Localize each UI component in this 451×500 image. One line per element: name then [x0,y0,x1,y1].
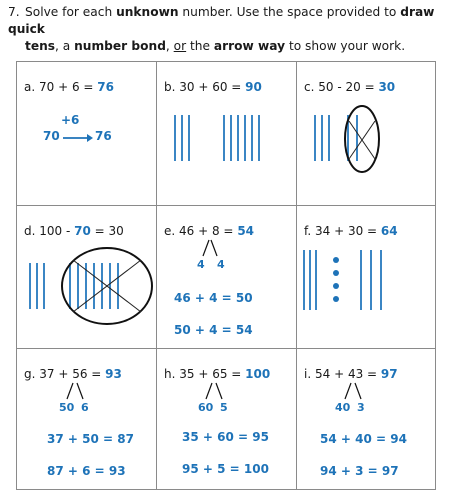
problem-equation [304,224,398,238]
problem-cell-e [157,206,296,348]
instruction-bold: draw quick [8,5,435,36]
number-bond-lines [199,239,223,257]
instruction-text: , a [55,39,75,53]
equation-text: 37 + 56 = [39,367,106,381]
bond-part: 5 [220,401,228,414]
answer: 93 [105,367,122,381]
answer: 70 [74,224,91,238]
equation-text: = 30 [90,224,124,238]
quick-ten [188,115,190,161]
quick-ten [314,115,316,161]
quick-ten [230,115,232,161]
instruction-bold: unknown [116,5,179,19]
bond-part: 4 [197,258,205,271]
quick-ten [36,263,38,309]
problem-label: i. [304,367,312,381]
bond-part: 4 [217,258,225,271]
problem-label: g. [24,367,36,381]
problem-cell-i [297,349,436,490]
instruction-bold: arrow way [213,39,286,53]
number-bond-lines [64,382,88,400]
problem-label: f. [304,224,312,238]
number-bond-lines [342,382,366,400]
step-equation: 95 + 5 = 100 [182,462,269,476]
equation-text: 30 + 60 = [179,80,246,94]
quick-ten [360,250,362,310]
step-equation: 94 + 3 = 97 [320,464,399,478]
instruction [8,4,446,55]
equation-text: 46 + 8 = [179,224,238,238]
instruction-bold: tens [25,39,56,53]
quick-ten [174,115,176,161]
quick-ten [303,250,305,310]
equation-text: 50 - 20 = [318,80,379,94]
answer: 30 [378,80,396,94]
problem-equation [304,367,398,381]
instruction-text: to show your work. [285,39,406,53]
quick-ten [181,115,183,161]
cross-out-circle [59,245,155,327]
problem-label: d. [24,224,36,238]
arrow-end: 76 [95,129,112,143]
problem-grid [16,61,436,490]
quick-ten [223,115,225,161]
quick-tens-group [360,250,382,310]
problem-cell-c [297,62,436,205]
quick-tens-group [314,115,330,161]
problem-equation [164,367,270,381]
quick-ones-dots [330,255,342,305]
quick-ten [258,115,260,161]
cross-out-circle [341,103,383,175]
bond-part: 40 [335,401,351,414]
problem-equation [24,224,124,238]
answer: 76 [97,80,114,94]
equation-text: 70 + 6 = [39,80,98,94]
problem-cell-g [17,349,156,490]
bond-part: 60 [198,401,214,414]
arrow-start: 70 [43,129,60,143]
problem-cell-h [157,349,296,490]
quick-ten [321,115,323,161]
instruction-bold: number bond [74,39,166,53]
answer: 90 [245,80,262,94]
quick-tens-group [29,263,45,309]
instruction-text: the [186,39,214,53]
answer: 97 [380,367,398,381]
problem-cell-b [157,62,296,205]
answer: 54 [237,224,255,238]
equation-text: 34 + 30 = [315,224,381,238]
problem-number: 7. [8,5,20,19]
equation-text: 54 + 43 = [314,367,381,381]
step-equation: 87 + 6 = 93 [47,464,126,478]
answer: 100 [245,367,271,381]
instruction-text: , [165,39,174,53]
step-equation: 50 + 4 = 54 [174,323,253,337]
problem-label: b. [164,80,176,94]
problem-equation [164,80,262,94]
arrow-label: +6 [61,113,80,127]
number-bond-lines [203,382,227,400]
problem-cell-f [297,206,436,348]
problem-label: e. [164,224,176,238]
arrow-icon [62,132,94,144]
step-equation: 37 + 50 = 87 [47,432,134,446]
problem-label: c. [304,80,315,94]
quick-ten [251,115,253,161]
problem-equation [24,367,122,381]
answer: 64 [380,224,398,238]
step-equation: 35 + 60 = 95 [182,430,269,444]
step-equation: 54 + 40 = 94 [320,432,407,446]
quick-ten [370,250,372,310]
quick-ten [244,115,246,161]
instruction-text: Solve for each [25,5,117,19]
quick-ten [315,250,317,310]
problem-cell-a [17,62,156,205]
quick-tens-group [174,115,190,161]
problem-label: a. [24,80,36,94]
quick-tens-group [223,115,260,161]
problem-cell-d [17,206,156,348]
equation-text: 100 - [39,224,75,238]
instruction-underline: or [173,39,187,53]
quick-ten [380,250,382,310]
problem-equation [24,80,114,94]
instruction-text: number. Use the space provided to [178,5,401,19]
quick-ten [309,250,311,310]
quick-ten [43,263,45,309]
bond-part: 6 [81,401,89,414]
step-equation: 46 + 4 = 50 [174,291,253,305]
equation-text: 35 + 65 = [179,367,246,381]
problem-label: h. [164,367,176,381]
quick-tens-group [303,250,317,310]
quick-ten [237,115,239,161]
quick-ten [29,263,31,309]
problem-equation [304,80,395,94]
bond-part: 3 [357,401,365,414]
bond-part: 50 [59,401,75,414]
problem-equation [164,224,254,238]
quick-ten [328,115,330,161]
